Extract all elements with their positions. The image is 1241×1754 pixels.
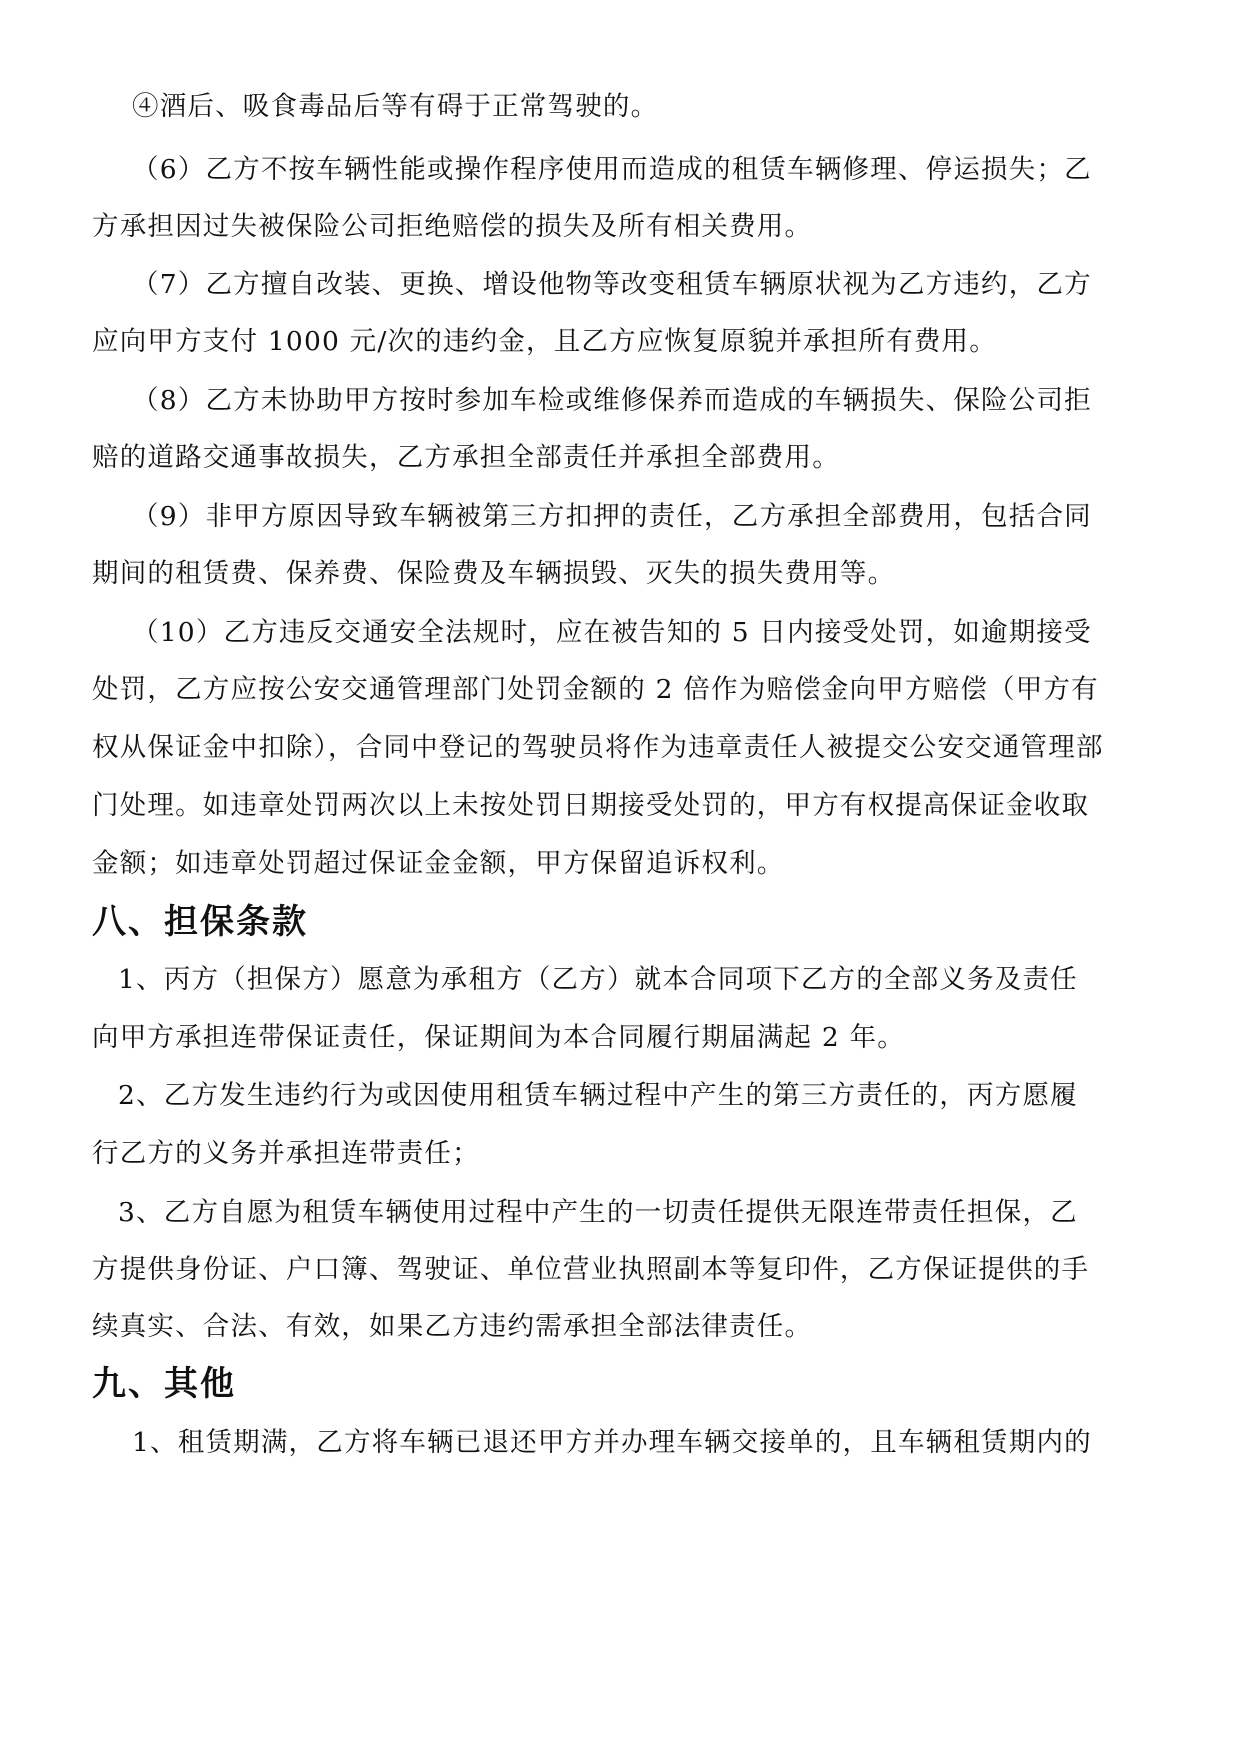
guarantee-item-1-line-2: 向甲方承担连带保证责任，保证期间为本合同履行期届满起 2 年。 [92, 1022, 905, 1053]
guarantee-item-3-line-1: 3、乙方自愿为租赁车辆使用过程中产生的一切责任提供无限连带责任担保，乙 [118, 1197, 1078, 1228]
guarantee-item-3-line-2: 方提供身份证、户口簿、驾驶证、单位营业执照副本等复印件，乙方保证提供的手 [92, 1254, 1090, 1285]
clause-6-line-1: （6）乙方不按车辆性能或操作程序使用而造成的租赁车辆修理、停运损失；乙 [132, 154, 1092, 185]
section-heading-guarantee: 八、担保条款 [92, 902, 308, 942]
clause-7-line-2: 应向甲方支付 1000 元/次的违约金，且乙方应恢复原貌并承担所有费用。 [92, 326, 997, 357]
clause-8-line-1: （8）乙方未协助甲方按时参加车检或维修保养而造成的车辆损失、保险公司拒 [132, 385, 1092, 416]
clause-7-line-1: （7）乙方擅自改装、更换、增设他物等改变租赁车辆原状视为乙方违约，乙方 [132, 269, 1092, 300]
clause-6-line-2: 方承担因过失被保险公司拒绝赔偿的损失及所有相关费用。 [92, 211, 813, 242]
guarantee-item-1-line-1: 1、丙方（担保方）愿意为承租方（乙方）就本合同项下乙方的全部义务及责任 [118, 964, 1078, 995]
clause-10-line-2: 处罚，乙方应按公安交通管理部门处罚金额的 2 倍作为赔偿金向甲方赔偿（甲方有 [92, 674, 1099, 705]
other-item-1-line-1: 1、租赁期满，乙方将车辆已退还甲方并办理车辆交接单的，且车辆租赁期内的 [132, 1427, 1092, 1458]
guarantee-item-2-line-2: 行乙方的义务并承担连带责任； [92, 1138, 480, 1169]
clause-9-line-1: （9）非甲方原因导致车辆被第三方扣押的责任，乙方承担全部费用，包括合同 [132, 501, 1092, 532]
clause-10-line-1: （10）乙方违反交通安全法规时，应在被告知的 5 日内接受处罚，如逾期接受 [132, 617, 1092, 648]
guarantee-item-3-line-3: 续真实、合法、有效，如果乙方违约需承担全部法律责任。 [92, 1311, 813, 1342]
guarantee-item-2-line-1: 2、乙方发生违约行为或因使用租赁车辆过程中产生的第三方责任的，丙方愿履 [118, 1080, 1078, 1111]
clause-8-line-2: 赔的道路交通事故损失，乙方承担全部责任并承担全部费用。 [92, 442, 840, 473]
clause-10-line-4: 门处理。如违章处罚两次以上未按处罚日期接受处罚的，甲方有权提高保证金收取 [92, 790, 1090, 821]
section-heading-other: 九、其他 [92, 1364, 236, 1404]
clause-10-line-3: 权从保证金中扣除），合同中登记的驾驶员将作为违章责任人被提交公安交通管理部 [92, 732, 1104, 763]
clause-10-line-5: 金额；如违章处罚超过保证金金额，甲方保留追诉权利。 [92, 848, 785, 879]
clause-5-item-4: ④酒后、吸食毒品后等有碍于正常驾驶的。 [132, 91, 659, 122]
clause-9-line-2: 期间的租赁费、保养费、保险费及车辆损毁、灭失的损失费用等。 [92, 558, 896, 589]
